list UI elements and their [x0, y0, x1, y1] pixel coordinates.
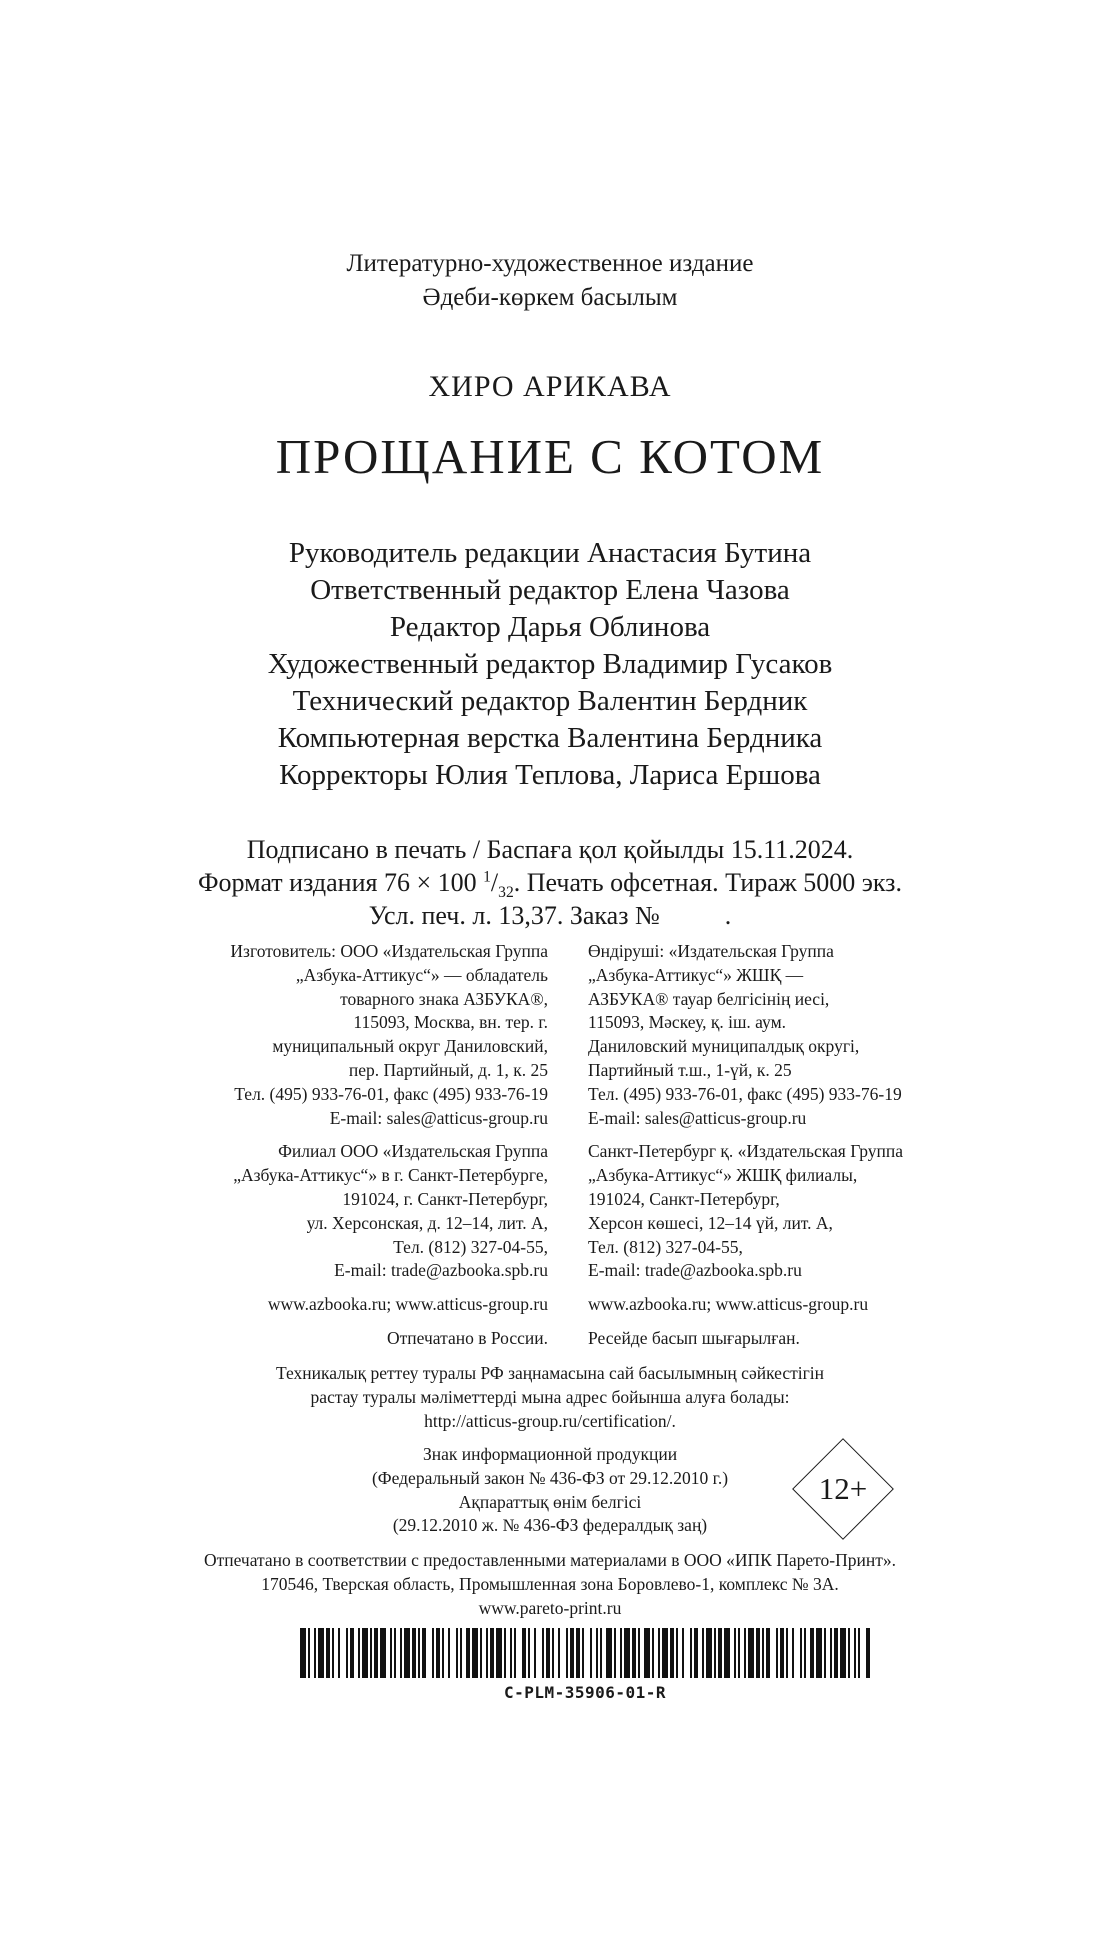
genre-ru: Литературно-художественное издание — [346, 250, 754, 277]
address-line: Өндіруші: «Издательская Группа — [588, 941, 834, 961]
address-line: Филиал ООО «Издательская Группа — [278, 1141, 548, 1162]
web-ru: www.azbooka.ru; www.atticus-group.ru — [267, 1294, 548, 1315]
barcode-bar — [738, 1628, 740, 1678]
barcode-bar — [534, 1628, 536, 1678]
barcode-bar — [786, 1628, 788, 1678]
age-rating-badge — [793, 1439, 893, 1539]
address-line: Тел. (812) 327-04-55, — [588, 1236, 743, 1257]
barcode-bar — [776, 1628, 778, 1678]
credit-line: Художественный редактор Владимир Гусаков — [267, 648, 833, 680]
barcode-bar — [644, 1628, 650, 1678]
barcode-bar — [824, 1628, 826, 1678]
barcode-bar — [300, 1628, 306, 1678]
address-line: „Азбука-Аттикус“» — обладатель — [295, 964, 548, 985]
barcode-bar — [510, 1628, 512, 1678]
address-line: „Азбука-Аттикус“» ЖШҚ — — [588, 964, 804, 985]
barcode-bar — [724, 1628, 730, 1678]
format-denominator: 32 — [498, 884, 514, 902]
address-line: E-mail: sales@atticus-group.ru — [588, 1107, 807, 1128]
barcode-bar — [576, 1628, 580, 1678]
barcode-bar — [460, 1628, 462, 1678]
barcode-bar — [326, 1628, 330, 1678]
address-line: Тел. (495) 933-76-01, факс (495) 933-76-19 — [234, 1083, 548, 1104]
barcode-bar — [632, 1628, 636, 1678]
barcode-label: C-PLM-35906-01-R — [503, 1683, 667, 1702]
print-info — [0, 833, 1100, 932]
barcode-bar — [816, 1628, 822, 1678]
address-line: ул. Херсонская, д. 12–14, лит. А, — [306, 1212, 548, 1233]
barcode-bar — [522, 1628, 526, 1678]
barcode-bar — [582, 1628, 584, 1678]
printer-info — [0, 1549, 1100, 1620]
barcode-bar — [542, 1628, 544, 1678]
barcode-bar — [620, 1628, 622, 1678]
barcode-bar — [858, 1628, 860, 1678]
barcode-bar — [496, 1628, 502, 1678]
barcode-bar — [472, 1628, 478, 1678]
credit-line: Технический редактор Валентин Бердник — [292, 685, 808, 717]
barcode-bar — [706, 1628, 712, 1678]
barcode-bar — [546, 1628, 550, 1678]
address-line: Даниловский муниципалдық округі, — [588, 1036, 860, 1057]
barcode-bar — [456, 1628, 458, 1678]
barcode-bar — [394, 1628, 396, 1678]
barcode-bar — [734, 1628, 736, 1678]
barcode-bar — [504, 1628, 506, 1678]
barcode-bar — [766, 1628, 770, 1678]
barcode-bar — [800, 1628, 802, 1678]
barcode-bar — [358, 1628, 360, 1678]
barcode-bar — [480, 1628, 482, 1678]
address-line: 115093, Москва, вн. тер. г. — [353, 1012, 548, 1033]
barcode-bar — [624, 1628, 630, 1678]
address-line: АЗБУКА® тауар белгісінің иесі, — [588, 988, 830, 1009]
address-line: пер. Партийный, д. 1, к. 25 — [348, 1059, 548, 1080]
address-line: Партийный т.ш., 1-үй, к. 25 — [588, 1059, 792, 1080]
barcode-bar — [596, 1628, 598, 1678]
barcode-bar — [848, 1628, 850, 1678]
address-line: „Азбука-Аттикус“» ЖШҚ филиалы, — [588, 1165, 858, 1186]
web-kz: www.azbooka.ru; www.atticus-group.ru — [588, 1294, 869, 1315]
barcode-bar — [854, 1628, 856, 1678]
barcode-bar — [614, 1628, 616, 1678]
credit-line: Руководитель редакции Анастасия Бутина — [288, 537, 812, 569]
book-title: ПРОЩАНИЕ С КОТОМ — [275, 429, 825, 484]
format-prefix: Формат издания 76 × 100 — [198, 868, 484, 897]
barcode-bar — [638, 1628, 640, 1678]
barcode-bar — [422, 1628, 426, 1678]
barcode-bar — [830, 1628, 832, 1678]
barcode-bar — [490, 1628, 494, 1678]
signed-date: Подписано в печать / Баспаға қол қойылды 15.11.2024. — [246, 835, 854, 864]
credit-line: Корректоры Юлия Теплова, Лариса Ершова — [279, 759, 821, 791]
address-line: Изготовитель: ООО «Издательская Группа — [230, 941, 548, 961]
publisher-ru — [78, 940, 548, 1361]
format-numerator: 1 — [483, 868, 491, 886]
barcode-bar — [380, 1628, 386, 1678]
barcode-bar — [566, 1628, 568, 1678]
barcode-bar — [308, 1628, 310, 1678]
barcode-bar — [756, 1628, 760, 1678]
genre-block — [0, 247, 1100, 315]
barcode-bar — [412, 1628, 416, 1678]
address-line: Санкт-Петербург қ. «Издательская Группа — [588, 1141, 903, 1162]
address-line: E-mail: trade@azbooka.spb.ru — [588, 1260, 802, 1281]
barcode-bar — [792, 1628, 794, 1678]
certification-info — [0, 1362, 1100, 1433]
sign-line: Ақпараттық өнім белгісі — [458, 1491, 642, 1512]
barcode-bar — [748, 1628, 754, 1678]
printer-url: www.pareto-print.ru — [478, 1597, 622, 1618]
barcode-bar — [362, 1628, 368, 1678]
manufacturer-ru — [78, 940, 548, 1130]
barcode-bar — [780, 1628, 784, 1678]
barcode-bar — [682, 1628, 684, 1678]
address-line: муниципальный округ Даниловский, — [272, 1036, 548, 1057]
credits-block — [0, 535, 1100, 794]
barcode-bar — [702, 1628, 704, 1678]
barcode-bar — [314, 1628, 316, 1678]
barcode-bar — [590, 1628, 592, 1678]
barcode-bar — [552, 1628, 554, 1678]
barcode-bar — [658, 1628, 660, 1678]
author-name: ХИРО АРИКАВА — [428, 370, 672, 403]
address-line: E-mail: sales@atticus-group.ru — [329, 1107, 548, 1128]
barcode-bar — [514, 1628, 516, 1678]
barcode-bar — [346, 1628, 348, 1678]
barcode-bar — [804, 1628, 806, 1678]
barcode-bar — [432, 1628, 434, 1678]
cert-line: Техникалық реттеу туралы РФ заңнамасына сай басылымның сәйкестігін — [275, 1363, 825, 1383]
address-line: товарного знака АЗБУКА®, — [340, 988, 548, 1009]
barcode-bar — [570, 1628, 574, 1678]
printer-line: Отпечатано в соответствии с предоставленными материалами в ООО «ИПК Парето-Принт». — [203, 1550, 897, 1570]
address-line: 115093, Мәскеу, қ. іш. аум. — [588, 1012, 787, 1033]
address-line: E-mail: trade@azbooka.spb.ru — [334, 1260, 548, 1281]
barcode-bar — [418, 1628, 420, 1678]
barcode-bar — [676, 1628, 678, 1678]
barcode-bar — [404, 1628, 410, 1678]
branch-kz — [588, 1140, 1058, 1283]
barcode-bar — [694, 1628, 698, 1678]
barcode-bar — [486, 1628, 488, 1678]
barcode-bar — [442, 1628, 444, 1678]
address-line: 191024, Санкт-Петербург, — [588, 1188, 780, 1209]
barcode-bar — [332, 1628, 334, 1678]
printed-in-ru: Отпечатано в России. — [387, 1327, 548, 1348]
sheets-order: Усл. печ. л. 13,37. Заказ № . — [368, 901, 732, 930]
barcode-bar — [528, 1628, 530, 1678]
barcode-bar — [600, 1628, 602, 1678]
sign-line: (29.12.2010 ж. № 436-ФЗ федералдық заң) — [392, 1515, 708, 1536]
publisher-kz — [588, 940, 1058, 1361]
credit-line: Ответственный редактор Елена Чазова — [310, 574, 790, 606]
barcode-bar — [448, 1628, 450, 1678]
barcode-bar — [718, 1628, 722, 1678]
barcode-bar — [466, 1628, 470, 1678]
age-rating: 12+ — [818, 1471, 868, 1506]
cert-line: растау туралы мәліметтерді мына адрес бойынша алуға болады: — [310, 1386, 790, 1407]
address-line: „Азбука-Аттикус“» в г. Санкт-Петербурге, — [233, 1165, 548, 1186]
address-line: Тел. (495) 933-76-01, факс (495) 933-76-19 — [588, 1083, 902, 1104]
credit-line: Редактор Дарья Облинова — [389, 611, 711, 643]
barcode-bar — [834, 1628, 838, 1678]
barcode-bar — [714, 1628, 716, 1678]
barcode-bar — [338, 1628, 340, 1678]
barcode-bar — [652, 1628, 654, 1678]
barcode-bar — [436, 1628, 440, 1678]
barcode-bar — [374, 1628, 378, 1678]
address-line: Тел. (812) 327-04-55, — [393, 1236, 548, 1257]
barcode-bar — [558, 1628, 560, 1678]
format-suffix: . Печать офсетная. Тираж 5000 экз. — [513, 868, 902, 897]
barcode-bar — [744, 1628, 746, 1678]
branch-ru — [78, 1140, 548, 1283]
format-slash: / — [490, 868, 499, 897]
barcode-bar — [762, 1628, 764, 1678]
barcode-bar — [370, 1628, 372, 1678]
barcode-bar — [400, 1628, 402, 1678]
cert-url: http://atticus-group.ru/certification/. — [424, 1410, 676, 1431]
barcode-bar — [350, 1628, 354, 1678]
info-product-sign — [330, 1443, 770, 1538]
genre-kz: Әдеби-көркем басылым — [422, 284, 678, 311]
address-line: Херсон көшесі, 12–14 үй, лит. А, — [588, 1212, 833, 1233]
barcode-bar — [690, 1628, 692, 1678]
printer-line: 170546, Тверская область, Промышленная зона Боровлево-1, комплекс № 3А. — [261, 1573, 839, 1594]
barcode-image — [300, 1628, 870, 1678]
address-line: 191024, г. Санкт-Петербург, — [342, 1188, 548, 1209]
manufacturer-kz — [588, 940, 1058, 1130]
barcode-bar — [840, 1628, 846, 1678]
sign-line: Знак информационной продукции — [422, 1444, 678, 1464]
barcode-bar — [810, 1628, 814, 1678]
barcode-bar — [390, 1628, 392, 1678]
barcode-bar — [318, 1628, 324, 1678]
barcode-bar — [606, 1628, 612, 1678]
credit-line: Компьютерная верстка Валентина Бердника — [277, 722, 823, 754]
barcode-bar — [866, 1628, 870, 1678]
barcode-bar — [662, 1628, 668, 1678]
barcode-bar — [670, 1628, 674, 1678]
printed-in-kz: Ресейде басып шығарылған. — [588, 1327, 800, 1348]
format-line — [0, 866, 1100, 902]
sign-line: (Федеральный закон № 436-ФЗ от 29.12.2010 г.) — [371, 1467, 729, 1488]
